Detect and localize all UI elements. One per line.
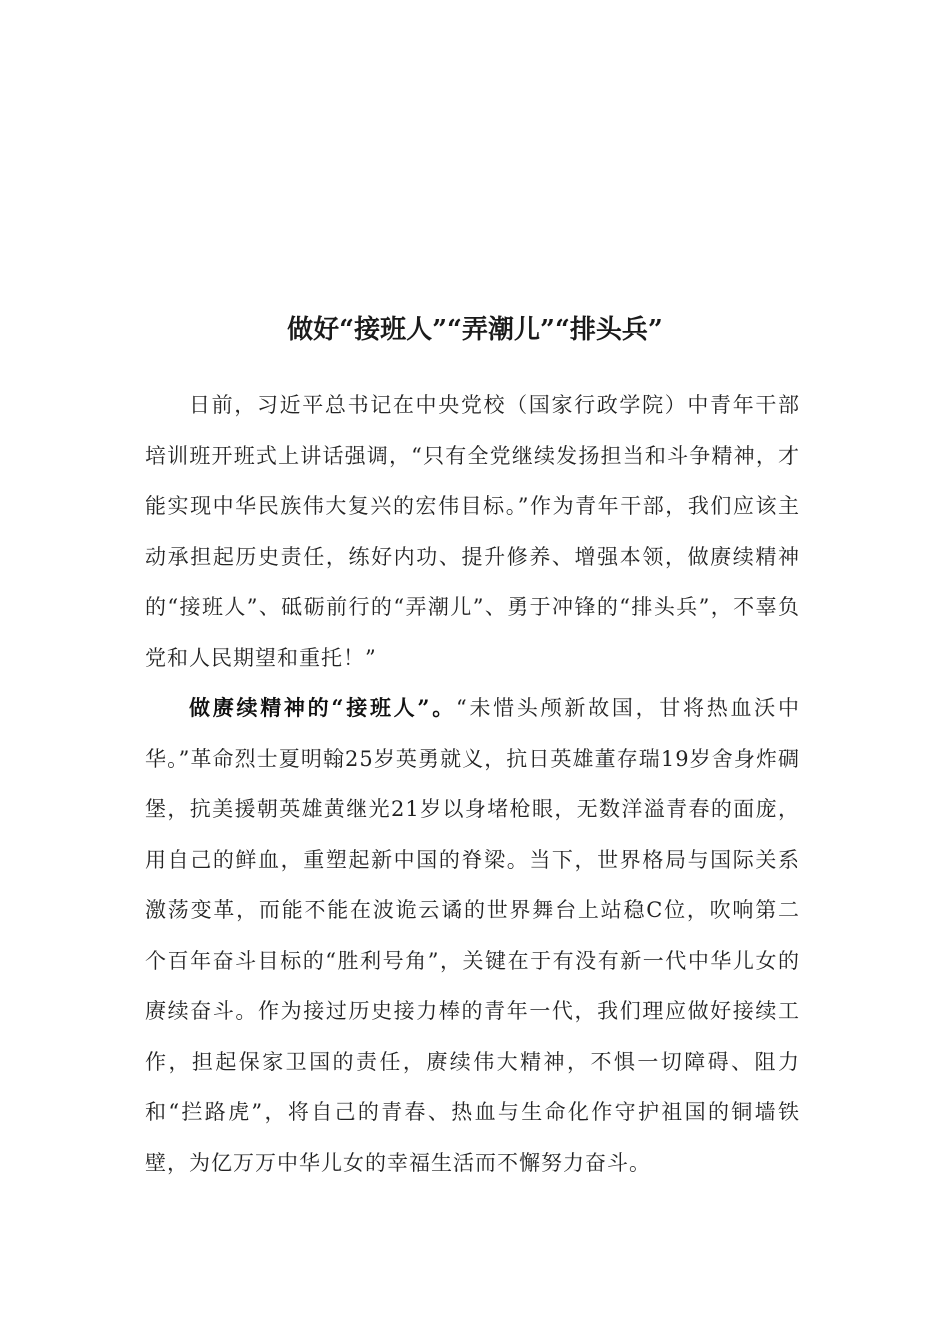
paragraph-intro-text: 日前，习近平总书记在中央党校（国家行政学院）中青年干部培训班开班式上讲话强调，“只有全党继续发扬担当和斗争精神，才能实现中华民族伟大复兴的宏伟目标。”作为青年干部，我们应该主动承担起历史责任，练好内功、提升修养、增强本领，做赓续精神的“接班人”、砥砺前行的“弄潮儿”、勇于冲锋的“排头兵”，不辜负党和人民期望和重托！” bbox=[145, 393, 800, 670]
document-body bbox=[145, 380, 800, 1188]
paragraph-successor-text: “未惜头颅新故国，甘将热血沃中华。”革命烈士夏明翰25岁英勇就义，抗日英雄董存瑞19岁舍身炸碉堡，抗美援朝英雄黄继光21岁以身堵枪眼，无数洋溢青春的面庞，用自己的鲜血，重塑起新中国的脊梁。当下，世界格局与国际关系激荡变革，而能不能在波诡云谲的世界舞台上站稳C位，吹响第二个百年奋斗目标的“胜利号角”，关键在于有没有新一代中华儿女的赓续奋斗。作为接过历史接力棒的青年一代，我们理应做好接续工作，担起保家卫国的责任，赓续伟大精神，不惧一切障碍、阻力和“拦路虎”，将自己的青春、热血与生命化作守护祖国的铜墙铁壁，为亿万万中华儿女的幸福生活而不懈努力奋斗。 bbox=[145, 696, 800, 1175]
document-title: 做好“接班人”“弄潮儿”“排头兵” bbox=[287, 315, 663, 345]
paragraph-successor-lead: 做赓续精神的“接班人”。 bbox=[189, 695, 456, 720]
paragraph-intro bbox=[145, 380, 800, 683]
paragraph-successor bbox=[145, 683, 800, 1188]
